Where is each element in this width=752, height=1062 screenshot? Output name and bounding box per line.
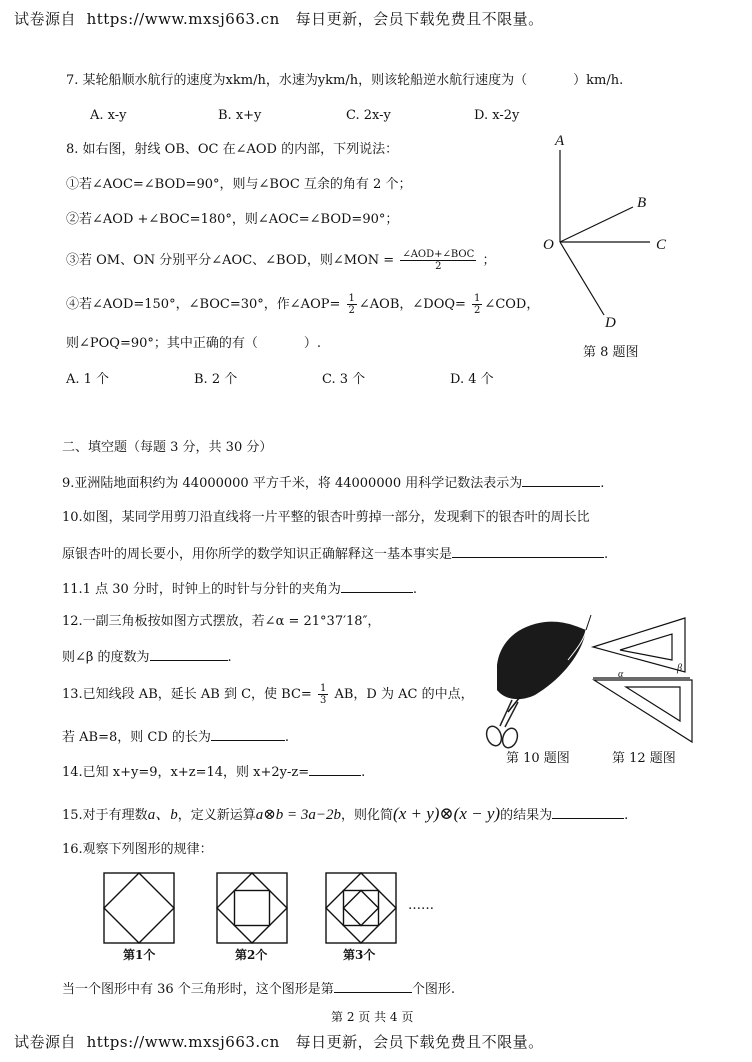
ray-ob <box>560 207 633 242</box>
label-d: D <box>605 315 616 331</box>
half-fraction <box>472 293 482 316</box>
footer-url[interactable]: https://www.mxsj663.cn <box>86 1033 280 1051</box>
question-10-text: 原银杏叶的周长要小，用你所学的数学知识正确解释这一基本事实是 <box>62 547 453 562</box>
question-15-mid2: ，则化简 <box>341 808 394 823</box>
question-15 <box>62 804 628 826</box>
question-13-end: . <box>284 730 290 745</box>
fraction-numerator: 1 <box>474 293 481 304</box>
question-8-statement-2: ②若∠AOD +∠BOC=180°，则∠AOC=∠BOD=90°； <box>66 212 399 227</box>
option-b: B. 2 个 <box>194 372 238 387</box>
fraction-numerator: 1 <box>319 683 327 694</box>
pattern-label-3: 第3个 <box>343 948 376 962</box>
footer-source: 试卷源自 <box>14 1033 77 1051</box>
question-12-end: . <box>227 650 232 665</box>
question-13-line-1 <box>62 680 474 710</box>
scissors-image <box>484 700 520 750</box>
option-b: B. x+y <box>218 108 262 123</box>
question-12-text: 则∠β 的度数为 <box>62 650 150 665</box>
conclusion-end: ）. <box>303 336 322 351</box>
question-9-text: 9.亚洲陆地面积约为 44000000 平方千米，将 44000000 用科学记数法表示为 <box>62 476 523 491</box>
option-c: C. 3 个 <box>322 372 366 387</box>
fraction-denominator: 2 <box>474 305 481 316</box>
beta-label: β <box>677 663 682 674</box>
alpha-label: α <box>618 669 624 680</box>
question-8-intro: 8. 如右图，射线 OB、OC 在∠AOD 的内部，下列说法： <box>66 142 399 157</box>
pattern-label-1: 第1个 <box>123 948 156 962</box>
question-8-statement-4 <box>66 290 539 320</box>
question-8-statement-3 <box>66 244 495 278</box>
label-o: O <box>543 237 554 253</box>
fraction-numerator: 1 <box>348 293 355 304</box>
statement-3-text: ③若 OM、ON 分别平分∠AOC、∠BOD，则∠MON = <box>66 253 395 268</box>
question-16-final <box>62 980 455 998</box>
operation-definition: a⊗b = 3a−2b <box>255 807 342 823</box>
question-15-text: 15.对于有理数 <box>62 808 148 823</box>
statement-4-c: ∠COD， <box>484 297 540 312</box>
question-8-options <box>66 372 578 388</box>
question-12-line-1: 12.一副三角板按如图方式摆放，若∠α = 21°37′18″， <box>62 614 381 629</box>
question-16-final-end: 个图形. <box>411 982 455 997</box>
question-7-options <box>90 108 602 124</box>
footer-notice: 每日更新，会员下载免费且不限量。 <box>295 1033 544 1051</box>
answer-blank[interactable] <box>150 648 228 661</box>
question-10-end: . <box>604 547 609 562</box>
fraction-denominator: 2 <box>348 305 355 316</box>
footer <box>14 1034 544 1050</box>
question-11 <box>62 580 417 598</box>
conclusion-text: 则∠POQ=90°；其中正确的有（ <box>66 336 258 351</box>
label-a: A <box>555 133 565 149</box>
question-7-unit: ）km/h. <box>573 73 624 88</box>
third-fraction <box>318 683 328 706</box>
answer-blank[interactable] <box>309 763 361 776</box>
ginkgo-leaf-image <box>497 615 591 712</box>
question-9 <box>62 474 604 492</box>
answer-blank[interactable] <box>522 474 600 487</box>
question-13-line-2 <box>62 728 289 746</box>
question-12-line-2 <box>62 648 232 666</box>
option-c: C. 2x-y <box>346 108 391 123</box>
pattern-figure-1 <box>104 873 174 943</box>
set-squares-figure <box>593 618 692 742</box>
answer-blank[interactable] <box>552 806 624 819</box>
header-source: 试卷源自 <box>14 10 77 28</box>
half-fraction <box>347 293 357 316</box>
header-notice: 每日更新，会员下载免费且不限量。 <box>295 10 544 28</box>
question-13-text: 13.已知线段 AB，延长 AB 到 C，使 BC= <box>62 687 312 702</box>
statement-3-fraction <box>400 249 476 272</box>
question-9-end: . <box>600 476 605 491</box>
question-13-post: AB，D 为 AC 的中点， <box>334 687 474 702</box>
figure-12-caption: 第 12 题图 <box>612 751 676 766</box>
section-2-title: 二、填空题（每题 3 分，共 30 分） <box>62 440 273 455</box>
fraction-numerator: ∠AOD+∠BOC <box>402 249 475 260</box>
option-d: D. 4 个 <box>450 372 494 387</box>
question-7 <box>66 73 623 89</box>
statement-4-b: ∠AOB，∠DOQ= <box>358 297 466 312</box>
question-16-final-text: 当一个图形中有 36 个三角形时，这个图形是第 <box>62 982 334 997</box>
question-11-end: . <box>412 582 418 597</box>
header-url[interactable]: https://www.mxsj663.cn <box>86 10 280 28</box>
pattern-figure-2 <box>217 873 287 943</box>
pattern-label-2: 第2个 <box>235 948 268 962</box>
statement-3-end: ； <box>482 253 496 268</box>
question-15-post: 的结果为 <box>500 808 553 823</box>
label-c: C <box>656 237 667 253</box>
continuation-dots: …… <box>408 898 434 913</box>
expression-to-simplify: (x + y)⊗(x − y) <box>393 804 501 823</box>
question-14-text: 14.已知 x+y=9，x+z=14，则 x+2y-z= <box>62 765 310 780</box>
ray-od <box>560 242 604 315</box>
fraction-denominator: 3 <box>319 695 327 706</box>
header <box>14 11 544 27</box>
option-a: A. 1 个 <box>66 372 110 387</box>
question-14 <box>62 763 365 781</box>
fraction-denominator: 2 <box>435 261 442 272</box>
question-7-text: 7. 某轮船顺水航行的速度为xkm/h，水速为ykm/h，则该轮船逆水航行速度为（ <box>66 73 528 88</box>
question-16-text: 16.观察下列图形的规律： <box>62 842 213 857</box>
figure-10-caption: 第 10 题图 <box>506 751 570 766</box>
question-11-text: 11.1 点 30 分时，时钟上的时针与分针的夹角为 <box>62 582 341 597</box>
answer-blank[interactable] <box>211 728 285 741</box>
question-15-end: . <box>624 808 629 823</box>
figure-8-caption: 第 8 题图 <box>583 345 639 360</box>
statement-4-a: ④若∠AOD=150°，∠BOC=30°，作∠AOP= <box>66 297 341 312</box>
answer-blank[interactable] <box>341 580 413 593</box>
question-13-text-2: 若 AB=8，则 CD 的长为 <box>62 730 211 745</box>
option-d: D. x-2y <box>474 108 520 123</box>
pattern-figure-3 <box>326 873 396 943</box>
question-10-line-2 <box>62 545 608 563</box>
question-8-conclusion <box>66 336 321 352</box>
question-15-mid: ，定义新运算 <box>177 808 256 823</box>
answer-blank[interactable] <box>334 980 412 993</box>
question-14-end: . <box>361 765 366 780</box>
question-15-vars: a、b <box>147 807 178 823</box>
question-8-statement-1: ①若∠AOC=∠BOD=90°，则与∠BOC 互余的角有 2 个； <box>66 177 412 192</box>
option-a: A. x-y <box>90 108 127 123</box>
question-10-line-1: 10.如图，某同学用剪刀沿直线将一片平整的银杏叶剪掉一部分，发现剩下的银杏叶的周长比 <box>62 510 590 525</box>
page-number: 第 2 页 共 4 页 <box>331 1010 414 1024</box>
answer-blank[interactable] <box>452 545 604 558</box>
label-b: B <box>637 195 647 211</box>
